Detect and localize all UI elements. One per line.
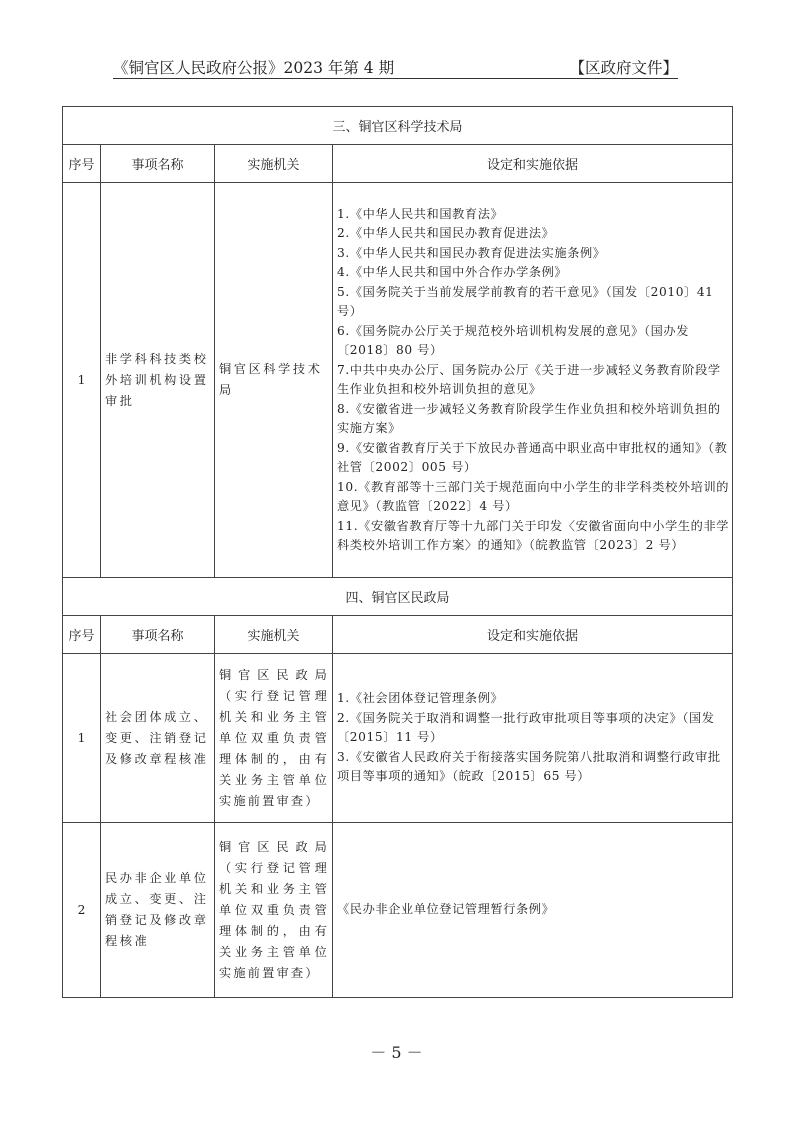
basis-item: 1.《社会团体登记管理条例》 [337, 691, 504, 706]
section-title-row [63, 107, 733, 145]
section-title: 四、铜官区民政局 [63, 578, 733, 616]
basis-item: 6.《国务院办公厅关于规范校外培训机构发展的意见》（国办发〔2018〕80 号） [337, 323, 689, 357]
implementing-agency: 铜官区民政局（实行登记管理机关和业务主管单位双重负责管理体制的，由有关业务主管单位实施前置审查） [215, 654, 333, 823]
col-header-org: 实施机关 [215, 616, 333, 654]
page-number: － 5 － [370, 1043, 423, 1062]
table-row [63, 654, 733, 823]
implementing-agency: 铜官区民政局（实行登记管理机关和业务主管单位双重负责管理体制的，由有关业务主管单位实施前置审查） [215, 823, 333, 998]
approval-items-table [62, 106, 733, 998]
basis-item: 11.《安徽省教育厅等十九部门关于印发〈安徽省面向中小学生的非学科类校外培训工作方案〉的通知》（皖教监管〔2023〕2 号） [337, 518, 730, 552]
basis-item: 3.《安徽省人民政府关于衔接落实国务院第八批取消和调整行政审批项目等事项的通知》（皖政〔2015〕65 号） [337, 749, 721, 784]
col-header-basis: 设定和实施依据 [333, 145, 733, 183]
basis-item: 5.《国务院关于当前发展学前教育的若干意见》（国发〔2010〕41 号） [337, 284, 719, 318]
basis-item: 4.《中华人民共和国中外合作办学条例》 [337, 265, 568, 279]
basis-item: 《民办非企业单位登记管理暂行条例》 [337, 902, 555, 917]
legal-basis [333, 654, 733, 823]
implementing-agency: 铜官区科学技术局 [215, 183, 333, 578]
basis-item: 3.《中华人民共和国民办教育促进法实施条例》 [337, 245, 606, 260]
col-header-name: 事项名称 [101, 145, 215, 183]
legal-basis [333, 823, 733, 998]
col-header-name: 事项名称 [101, 616, 215, 654]
section-title-row [63, 578, 733, 616]
basis-item: 10.《教育部等十三部门关于规范面向中小学生的非学科类校外培训的意见》（教监管〔2022〕4 号） [337, 479, 730, 513]
column-header-row [63, 616, 733, 654]
bulletin-title: 《铜官区人民政府公报》2023 年第 4 期 [113, 59, 395, 77]
basis-item: 2.《国务院关于取消和调整一批行政审批项目等事项的决定》（国发〔2015〕11 号） [337, 710, 715, 745]
basis-item: 2.《中华人民共和国民办教育促进法》 [337, 226, 555, 240]
document-category: 【区政府文件】 [569, 59, 678, 77]
col-header-num: 序号 [63, 616, 101, 654]
col-header-num: 序号 [63, 145, 101, 183]
table-row [63, 183, 733, 578]
basis-item: 9.《安徽省教育厅关于下放民办普通高中职业高中审批权的通知》（教社管〔2002〕005 号） [337, 440, 728, 474]
basis-item: 1.《中华人民共和国教育法》 [337, 206, 504, 221]
section-title: 三、铜官区科学技术局 [63, 107, 733, 145]
item-name: 民办非企业单位成立、变更、注销登记及修改章程核准 [101, 823, 215, 998]
item-name: 社会团体成立、变更、注销登记及修改章程核准 [101, 654, 215, 823]
row-number: 1 [63, 654, 101, 823]
row-number: 2 [63, 823, 101, 998]
col-header-org: 实施机关 [215, 145, 333, 183]
column-header-row [63, 145, 733, 183]
col-header-basis: 设定和实施依据 [333, 616, 733, 654]
legal-basis [333, 183, 733, 578]
basis-item: 7.中共中央办公厅、国务院办公厅《关于进一步减轻义务教育阶段学生作业负担和校外培训负担的意见》 [337, 362, 721, 396]
row-number: 1 [63, 183, 101, 578]
page-header [113, 56, 678, 79]
item-name: 非学科科技类校外培训机构设置审批 [101, 183, 215, 578]
basis-item: 8.《安徽省进一步减轻义务教育阶段学生作业负担和校外培训负担的实施方案》 [337, 401, 721, 435]
table-row [63, 823, 733, 998]
